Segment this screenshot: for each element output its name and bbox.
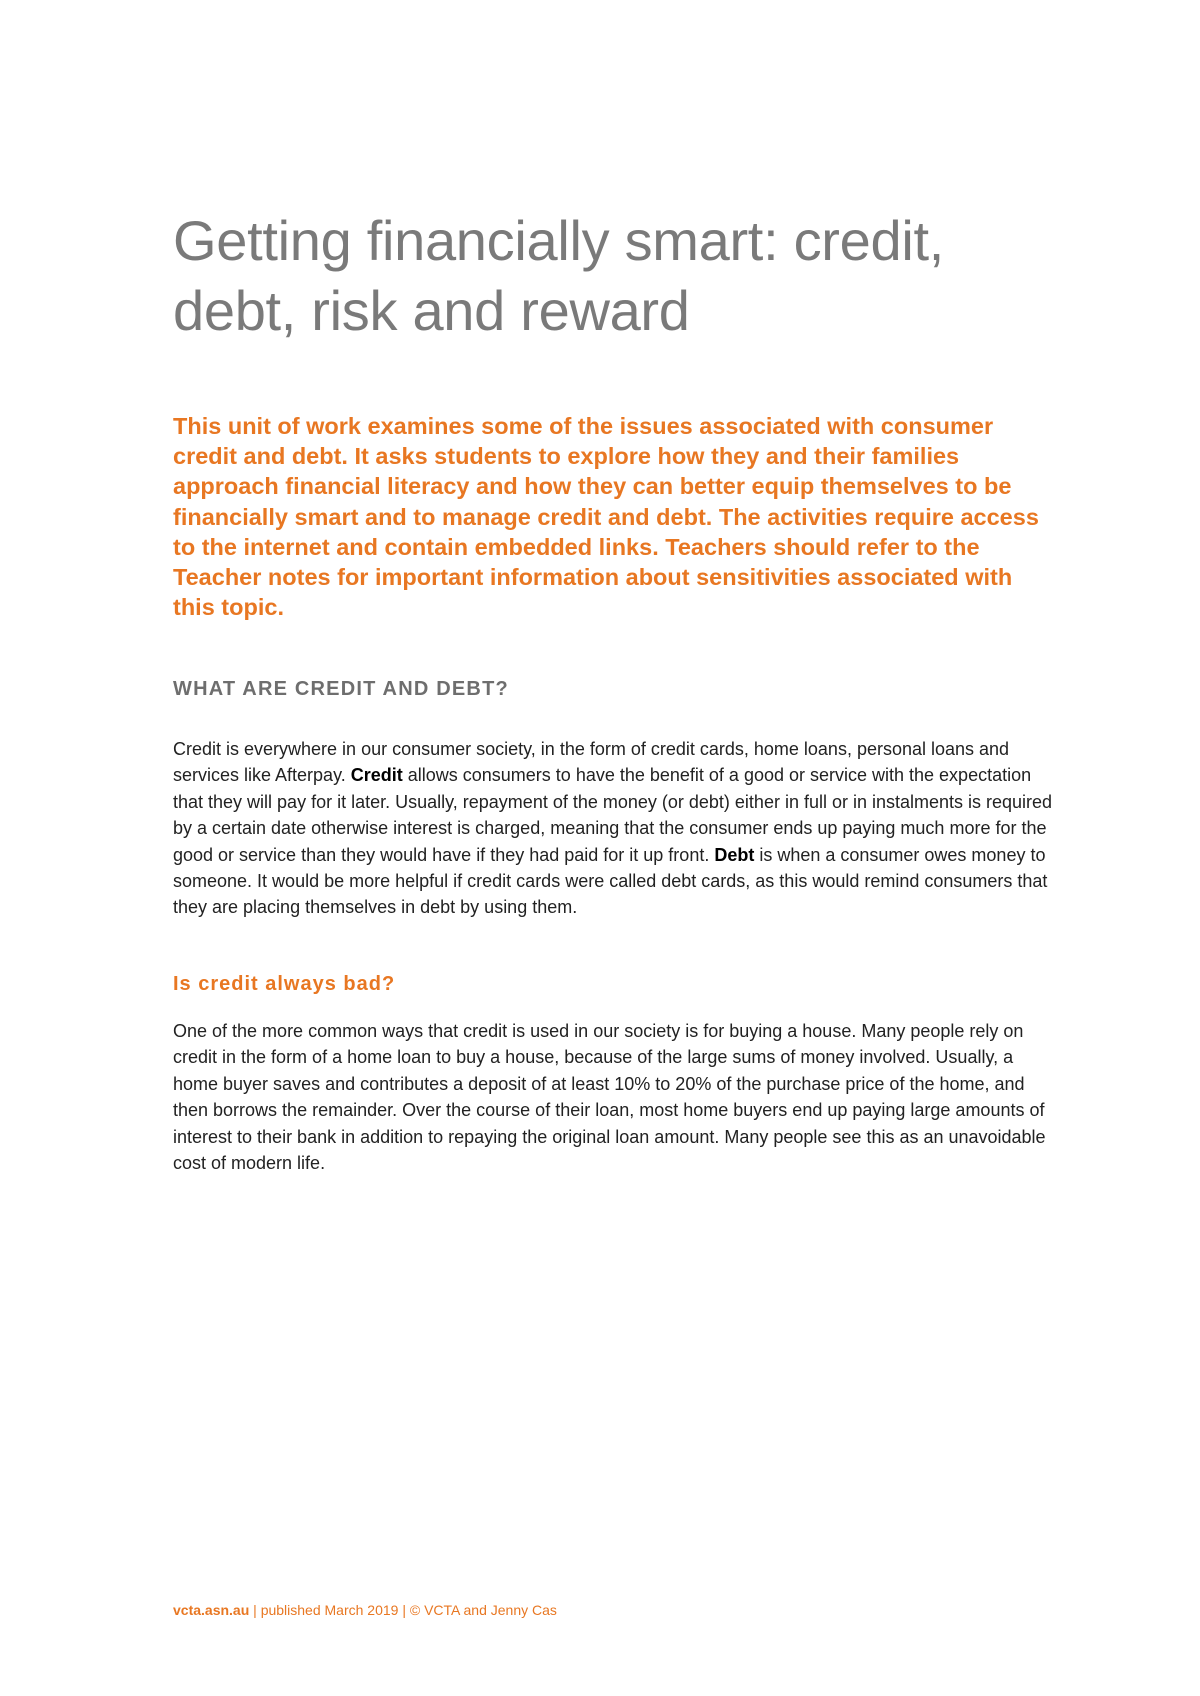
credit-debt-paragraph <box>173 736 1053 921</box>
footer-separator: | <box>398 1602 410 1618</box>
footer-published: published March 2019 <box>260 1602 399 1618</box>
intro-paragraph: This unit of work examines some of the issues associated with consumer credit and debt. It asks students to explore how they and their families approach financial literacy and how they can better equip themselves to be financially smart and to manage credit and debt. The activities require access to the internet and contain embedded links. Teachers should refer to the Teacher notes for important information about sensitivities associated with this topic. <box>173 413 1039 621</box>
paragraph-text: Credit is everywhere in our consumer society, in the form of credit cards, home loans, personal loans and services like Afterpay. <box>173 739 1010 786</box>
footer-site-link[interactable]: vcta.asn.au <box>173 1602 250 1618</box>
bold-term-debt: Debt <box>714 844 755 865</box>
bold-term-credit: Credit <box>350 765 403 786</box>
page-footer <box>173 1600 557 1620</box>
paragraph-text: allows consumers to have the benefit of a good or service with the expectation that they will pay for it later. Usually, repayment of the money (or debt) either in full or in instalments is required by a certain date otherwise interest is charged, meaning that the consumer ends up paying much more for the good or service than they would have if they had paid for it up front. <box>173 765 1053 865</box>
home-loan-paragraph: One of the more common ways that credit is used in our society is for buying a house. Many people rely on credit in the form of a home loan to buy a house, because of the large sums of money involved. Usually, a home buyer saves and contributes a deposit of at least 10% to 20% of the purchase price of the home, and then borrows the remainder. Over the course of their loan, most home buyers end up paying large amounts of interest to their bank in addition to repaying the original loan amount. Many people see this as an unavoidable cost of modern life. <box>173 1021 1046 1174</box>
document-title: Getting financially smart: credit, debt, risk and reward <box>173 209 944 342</box>
paragraph-text: is when a consumer owes money to someone. It would be more helpful if credit cards were called debt cards, as this would remind consumers that they are placing themselves in debt by using them. <box>173 844 1048 918</box>
footer-copyright: © VCTA and Jenny Cas <box>409 1602 557 1618</box>
subheading-credit-bad: Is credit always bad? <box>173 973 396 995</box>
footer-separator: | <box>249 1602 261 1618</box>
section-heading-credit-debt: WHAT ARE CREDIT AND DEBT? <box>173 678 509 700</box>
